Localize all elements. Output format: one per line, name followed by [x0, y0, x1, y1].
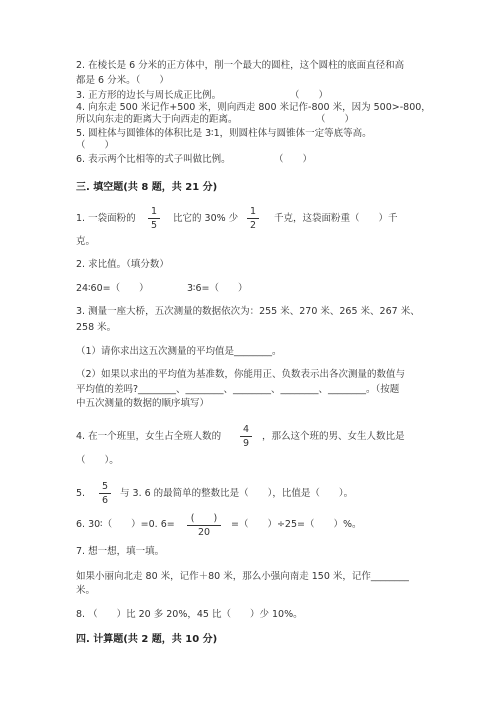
fill-q8: 8. （ ）比 20 多 20%，45 比（ ）少 10%。 [76, 609, 303, 620]
judge-q4-line2: 所以向东走的距离大于向西走的距离。 [76, 114, 238, 125]
fraction-bar [247, 218, 259, 219]
fill-q1-part-d: 克。 [76, 236, 96, 247]
fill-q1-part-c: 千克，这袋面粉重（ ）千 [274, 213, 398, 224]
fraction-numerator-blank[interactable]: ( ) [190, 513, 218, 524]
judge-q5-line1: 5. 圆柱体与圆锥体的体积比是 3∶1，则圆柱体与圆锥体一定等底等高。 [76, 128, 372, 139]
judge-q5-line2[interactable]: （ ） [76, 140, 115, 151]
fill-q5-text: 与 3. 6 的最简单的整数比是（ ），比值是（ ）。 [120, 488, 354, 499]
fill-q7-line2: 米。 [76, 585, 96, 596]
fill-q3-sub1: （1）请你求出这五次测量的平均值是________。 [76, 346, 282, 357]
fill-q3-line1: 3. 测量一座大桥，五次测量的数据依次为：255 米、270 米、265 米、267 米、 [76, 306, 420, 317]
judge-q6: 6. 表示两个比相等的式子叫做比例。 [76, 154, 231, 165]
fraction-one-fifth [148, 206, 160, 231]
fraction-denominator: 9 [242, 438, 250, 449]
fraction-one-half [247, 206, 259, 231]
fill-q3-sub2-line2: 平均值的差吗?________、________、________、________、________。（按题 [76, 384, 400, 395]
judge-q6-answer-paren[interactable]: （ ） [274, 154, 313, 165]
fill-q6-part-a: 6. 30∶（ ）=0. 6= [76, 519, 175, 530]
judge-q4-line1: 4. 向东走 500 米记作+500 米，则向西走 800 米记作-800 米，因为 500>-800， [76, 102, 431, 113]
section-title-calculation: 四. 计算题(共 2 题，共 10 分) [76, 634, 218, 645]
fill-q4-part-c: （ ）。 [76, 455, 119, 466]
fraction-numerator: 4 [242, 424, 250, 435]
judge-q4-answer-paren[interactable]: （ ） [316, 114, 355, 125]
fraction-denominator: 6 [101, 495, 109, 506]
section-title-fill-in: 三. 填空题(共 8 题，共 21 分) [76, 182, 218, 193]
fill-q7-line1: 如果小丽向北走 80 米，记作＋80 米，那么小强向南走 150 米，记作________ [76, 571, 409, 582]
fraction-bar [240, 436, 252, 437]
fraction-blank-over-twenty [187, 513, 221, 538]
fill-q6-part-b: =（ ）÷25=（ ）%。 [231, 519, 362, 530]
fraction-bar [187, 525, 221, 526]
fill-q3-line2: 258 米。 [76, 322, 117, 333]
fill-q4-part-b: ，那么这个班的男、女生人数比是 [262, 431, 405, 442]
judge-q3-answer-paren[interactable]: （ ） [290, 90, 329, 101]
fill-q3-sub2-line1: （2）如果以求出的平均值为基准数，你能用正、负数表示出各次测量的数值与 [76, 369, 406, 380]
fraction-denominator: 20 [197, 527, 211, 538]
fill-q1-part-b: 比它的 30% 少 [173, 213, 239, 224]
fill-q4-part-a: 4. 在一个班里，女生占全班人数的 [76, 431, 222, 442]
judge-q3: 3. 正方形的边长与周长成正比例。 [76, 90, 222, 101]
fraction-denominator: 2 [249, 220, 257, 231]
fraction-bar [148, 218, 160, 219]
fill-q5-number: 5. [76, 488, 86, 499]
fill-q1-part-a: 1. 一袋面粉的 [76, 213, 136, 224]
fill-q7: 7. 想一想，填一填。 [76, 546, 165, 557]
fraction-denominator: 5 [150, 220, 158, 231]
fill-q2-ratio-b: 3∶6=（ ） [187, 283, 248, 294]
fraction-numerator: 1 [249, 206, 257, 217]
judge-q2-line1: 2. 在棱长是 6 分米的正方体中，削一个最大的圆柱，这个圆柱的底面直径和高 [76, 60, 405, 71]
fraction-numerator: 1 [150, 206, 158, 217]
fraction-five-sixths [99, 481, 111, 506]
fill-q2: 2. 求比值。（填分数） [76, 259, 169, 270]
fraction-bar [99, 493, 111, 494]
fraction-numerator: 5 [101, 481, 109, 492]
fill-q2-ratio-a: 24∶60=（ ） [76, 283, 149, 294]
fraction-four-ninths [240, 424, 252, 449]
judge-q2-line2: 都是 6 分米。（ ） [76, 75, 169, 86]
fill-q3-sub2-line3: 中五次测量的数据的顺序填写） [76, 398, 210, 409]
